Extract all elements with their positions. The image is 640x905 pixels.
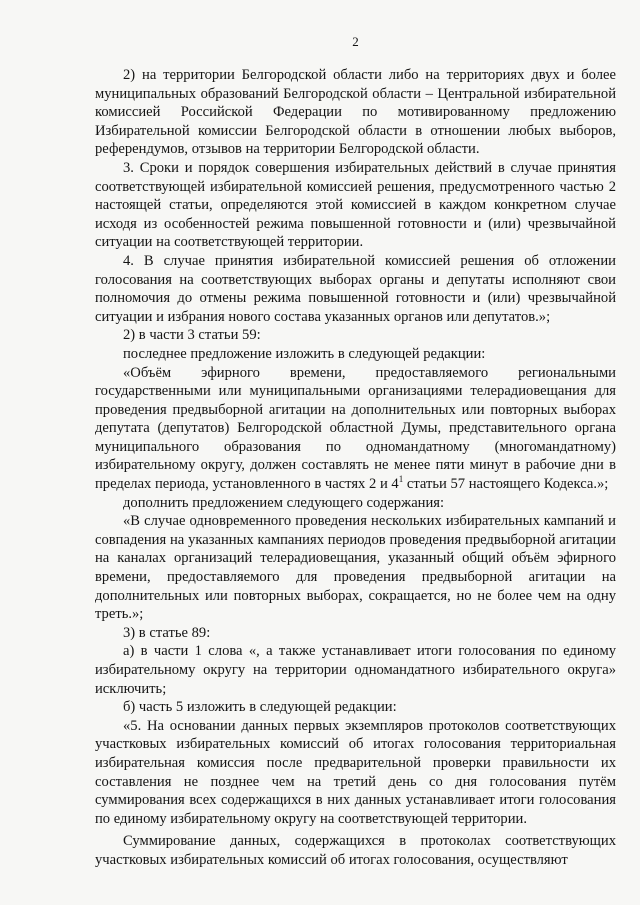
paragraph: дополнить предложением следующего содержания:	[123, 494, 445, 511]
paragraph: Суммирование данных, содержащихся в протоколах соответствующих участковых избирательных комиссий об итогах голосования, осуществляют	[95, 833, 616, 868]
quoted-paragraph	[95, 364, 616, 494]
paragraph: последнее предложение изложить в следующей редакции:	[123, 345, 486, 362]
paragraph: «5. На основании данных первых экземпляров протоколов соответствующих участковых избирательных комиссий об итогах голосования территориальная избирательная комиссия после предварительной проверки правильности их составления не позднее чем на третий день со дня голосования путём суммирования всех содержащихся в них данных устанавливает итоги голосования по единому избирательному округу на соответствующей территории.	[95, 717, 616, 827]
document-body	[95, 66, 616, 870]
superscript: 1	[398, 474, 404, 485]
paragraph: 3) в статье 89:	[123, 624, 211, 641]
paragraph: а) в части 1 слова «, а также устанавливает итоги голосования по единому избирательному округу на территории одномандатного избирательного округа» исключить;	[95, 643, 616, 697]
quoted-text: «Объём эфирного времени, предоставляемого региональными государственными или муниципальными организациями телерадиовещания для проведения предвыборной агитации на дополнительных или повторных выборах депутата (депутатов) Белгородской областной Думы, представительного органа муниципального образования по одномандатному (многомандатному) избирательному округу, должен составлять не менее пяти минут в рабочие дни в пределах периода, установленного в частях 2 и 4	[95, 364, 616, 493]
paragraph: 2) на территории Белгородской области либо на территориях двух и более муниципальных образований Белгородской области – Центральной избирательной комиссией Российской Федерации по мотивированному предложению Избирательной комиссии Белгородской области в отношении любых выборов, референдумов, отзывов на территории Белгородской области.	[95, 67, 616, 158]
paragraph: «В случае одновременного проведения нескольких избирательных кампаний и совпадения на указанных кампаниях периодов проведения предвыборной агитации на каналах организаций телерадиовещания, указанный общий объём эфирного времени, предоставляемого для проведения предвыборной агитации на дополнительных или повторных выборах, сокращается, но не более чем на одну треть.»;	[95, 513, 616, 623]
paragraph: 3. Сроки и порядок совершения избирательных действий в случае принятия соответствующей избирательной комиссией решения, предусмотренного частью 2 настоящей статьи, определяются этой комиссией в каждом конкретном случае исходя из особенностей режима повышенной готовности и (или) чрезвычайной ситуации на соответствующей территории.	[95, 159, 616, 251]
paragraph: 2) в части 3 статьи 59:	[123, 327, 261, 344]
quoted-text-tail: статьи 57 настоящего Кодекса.»;	[403, 476, 609, 493]
paragraph: 4. В случае принятия избирательной комиссией решения об отложении голосования на соответствующих выборах органы и депутаты исполняют свои полномочия до отмены режима повышенной готовности и (или) чрезвычайной ситуации и избрания нового состава указанных органов или депутатов.»;	[95, 252, 616, 325]
page-number: 2	[352, 34, 359, 49]
paragraph: б) часть 5 изложить в следующей редакции:	[123, 699, 397, 716]
